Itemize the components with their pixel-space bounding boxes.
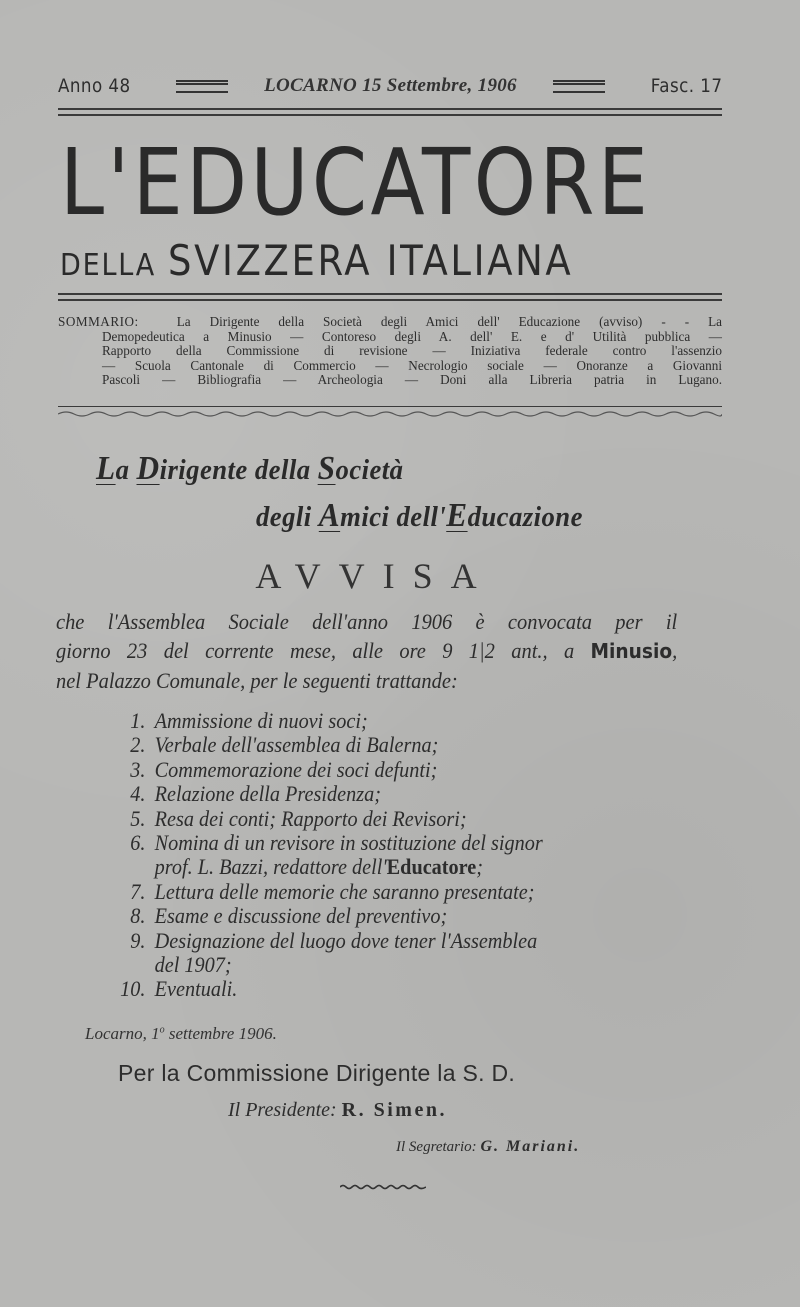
list-item bbox=[116, 733, 705, 757]
sommario-line: Pascoli — Bibliografia — Archeologia — Doni alla Libreria patria in Lugano. bbox=[102, 372, 722, 387]
heading-text: mici dell' bbox=[340, 501, 447, 533]
paragraph-line bbox=[56, 636, 677, 666]
list-item bbox=[116, 929, 705, 953]
item-text: Eventuali. bbox=[154, 976, 238, 1002]
ornate-initial: A bbox=[318, 497, 341, 534]
wavy-rule-ornament bbox=[58, 410, 722, 418]
ornate-initial: D bbox=[136, 450, 160, 487]
masthead-double-rule bbox=[58, 293, 722, 301]
notice-paragraph bbox=[56, 607, 677, 695]
list-item bbox=[116, 977, 705, 1001]
heading-text: degli bbox=[256, 501, 319, 533]
heading-text: ocietà bbox=[335, 454, 404, 486]
item-text: prof. L. Bazzi, redattore dell' bbox=[154, 854, 387, 880]
section-rule bbox=[58, 406, 722, 407]
issue-fascicle: Fasc. 17 bbox=[650, 75, 722, 97]
list-item bbox=[116, 880, 705, 904]
item-number: 6. bbox=[130, 830, 146, 856]
heading-text: irigente della bbox=[159, 454, 318, 486]
item-text: Designazione del luogo dove tener l'Assemblea bbox=[154, 927, 538, 953]
journal-name: Educatore bbox=[386, 854, 477, 880]
issue-header bbox=[58, 66, 722, 106]
list-item bbox=[116, 782, 705, 806]
item-text: Nomina di un revisore in sostituzione del signor bbox=[154, 830, 543, 856]
list-item bbox=[116, 709, 705, 733]
item-text: Ammissione di nuovi soci; bbox=[154, 708, 368, 733]
paragraph-text: giorno 23 del corrente mese, alle ore 9 1|2 ant., a bbox=[56, 638, 591, 663]
signature-role: Il Presidente: bbox=[228, 1099, 342, 1121]
agenda-list bbox=[116, 709, 705, 1002]
issue-dateline: LOCARNO 15 Settembre, 1906 bbox=[264, 75, 517, 96]
commission-line: Per la Commissione Dirigente la S. D. bbox=[118, 1060, 516, 1086]
item-text: Esame e discussione del preventivo; bbox=[154, 903, 448, 929]
item-number: 1. bbox=[130, 708, 146, 733]
sommario-line: Demopedeutica a Minusio — Contoreso degli A. dell' E. e d' Utilità pubblica — bbox=[102, 328, 722, 344]
item-text: ; bbox=[476, 854, 484, 880]
table-of-contents bbox=[58, 315, 722, 388]
header-double-rule bbox=[58, 108, 722, 116]
item-text: Lettura delle memorie che saranno presentate; bbox=[154, 878, 535, 904]
masthead-subtitle-small: DELLA bbox=[60, 248, 157, 283]
president-signature bbox=[228, 1099, 447, 1122]
list-item-continuation: del 1907; bbox=[154, 952, 232, 978]
masthead-subtitle bbox=[60, 236, 760, 285]
date-ordinal: o bbox=[159, 1024, 165, 1036]
volume-number: Anno 48 bbox=[58, 75, 131, 97]
sommario-line: — Scuola Cantonale di Commercio — Necrologio sociale — Onoranze a Giovanni bbox=[102, 357, 722, 373]
item-number: 4. bbox=[130, 781, 146, 807]
item-number: 10. bbox=[120, 976, 146, 1002]
secretary-signature bbox=[396, 1138, 580, 1156]
masthead-subtitle-big: SVIZZERA ITALIANA bbox=[167, 236, 574, 285]
list-item bbox=[116, 904, 705, 928]
item-text: Verbale dell'assemblea di Balerna; bbox=[154, 732, 439, 758]
ornate-initial: S bbox=[317, 450, 336, 487]
item-text: Resa dei conti; Rapporto dei Revisori; bbox=[154, 805, 467, 831]
ornate-initial: E bbox=[446, 497, 468, 534]
item-number: 9. bbox=[130, 927, 146, 953]
place-name: Minusio bbox=[590, 639, 673, 663]
item-number: 7. bbox=[130, 878, 146, 904]
item-number: 3. bbox=[130, 756, 146, 782]
notice-avvisa: AVVISA bbox=[255, 556, 495, 596]
item-number: 2. bbox=[130, 732, 146, 758]
paragraph-line: che l'Assemblea Sociale dell'anno 1906 è convocata per il bbox=[56, 609, 678, 634]
item-number: 8. bbox=[130, 903, 146, 929]
masthead-title: L'EDUCATORE bbox=[60, 129, 652, 236]
notice-heading-line2 bbox=[256, 497, 583, 535]
sommario-label: SOMMARIO: bbox=[58, 314, 139, 329]
date-text: settembre 1906. bbox=[164, 1024, 277, 1043]
date-text: Locarno, 1 bbox=[85, 1024, 160, 1043]
paragraph-text: , bbox=[672, 638, 678, 663]
item-text: Commemorazione dei soci defunti; bbox=[154, 756, 438, 782]
heading-text: a bbox=[115, 454, 137, 486]
list-item bbox=[116, 758, 705, 782]
list-item bbox=[116, 831, 705, 855]
triple-rule-ornament bbox=[176, 80, 228, 93]
signature-role: Il Segretario: bbox=[396, 1139, 481, 1155]
notice-date bbox=[85, 1024, 277, 1044]
sommario-line: La Dirigente della Società degli Amici dell' Educazione (avviso) - - La bbox=[176, 314, 722, 329]
notice-heading-line1 bbox=[96, 450, 403, 488]
heading-text: ducazione bbox=[467, 501, 583, 533]
signature-name: R. Simen. bbox=[341, 1099, 447, 1121]
end-ornament bbox=[340, 1184, 426, 1190]
signature-name: G. Mariani. bbox=[480, 1138, 581, 1155]
ornate-initial: L bbox=[96, 450, 116, 487]
item-text: Relazione della Presidenza; bbox=[154, 781, 381, 807]
sommario-line: Rapporto della Commissione di revisione — Iniziativa federale contro l'assenzio bbox=[102, 343, 722, 358]
list-item bbox=[116, 807, 705, 831]
list-item-continuation bbox=[116, 855, 705, 879]
paragraph-line: nel Palazzo Comunale, per le seguenti trattande: bbox=[56, 668, 458, 693]
triple-rule-ornament bbox=[553, 80, 605, 93]
item-number: 5. bbox=[130, 805, 146, 831]
